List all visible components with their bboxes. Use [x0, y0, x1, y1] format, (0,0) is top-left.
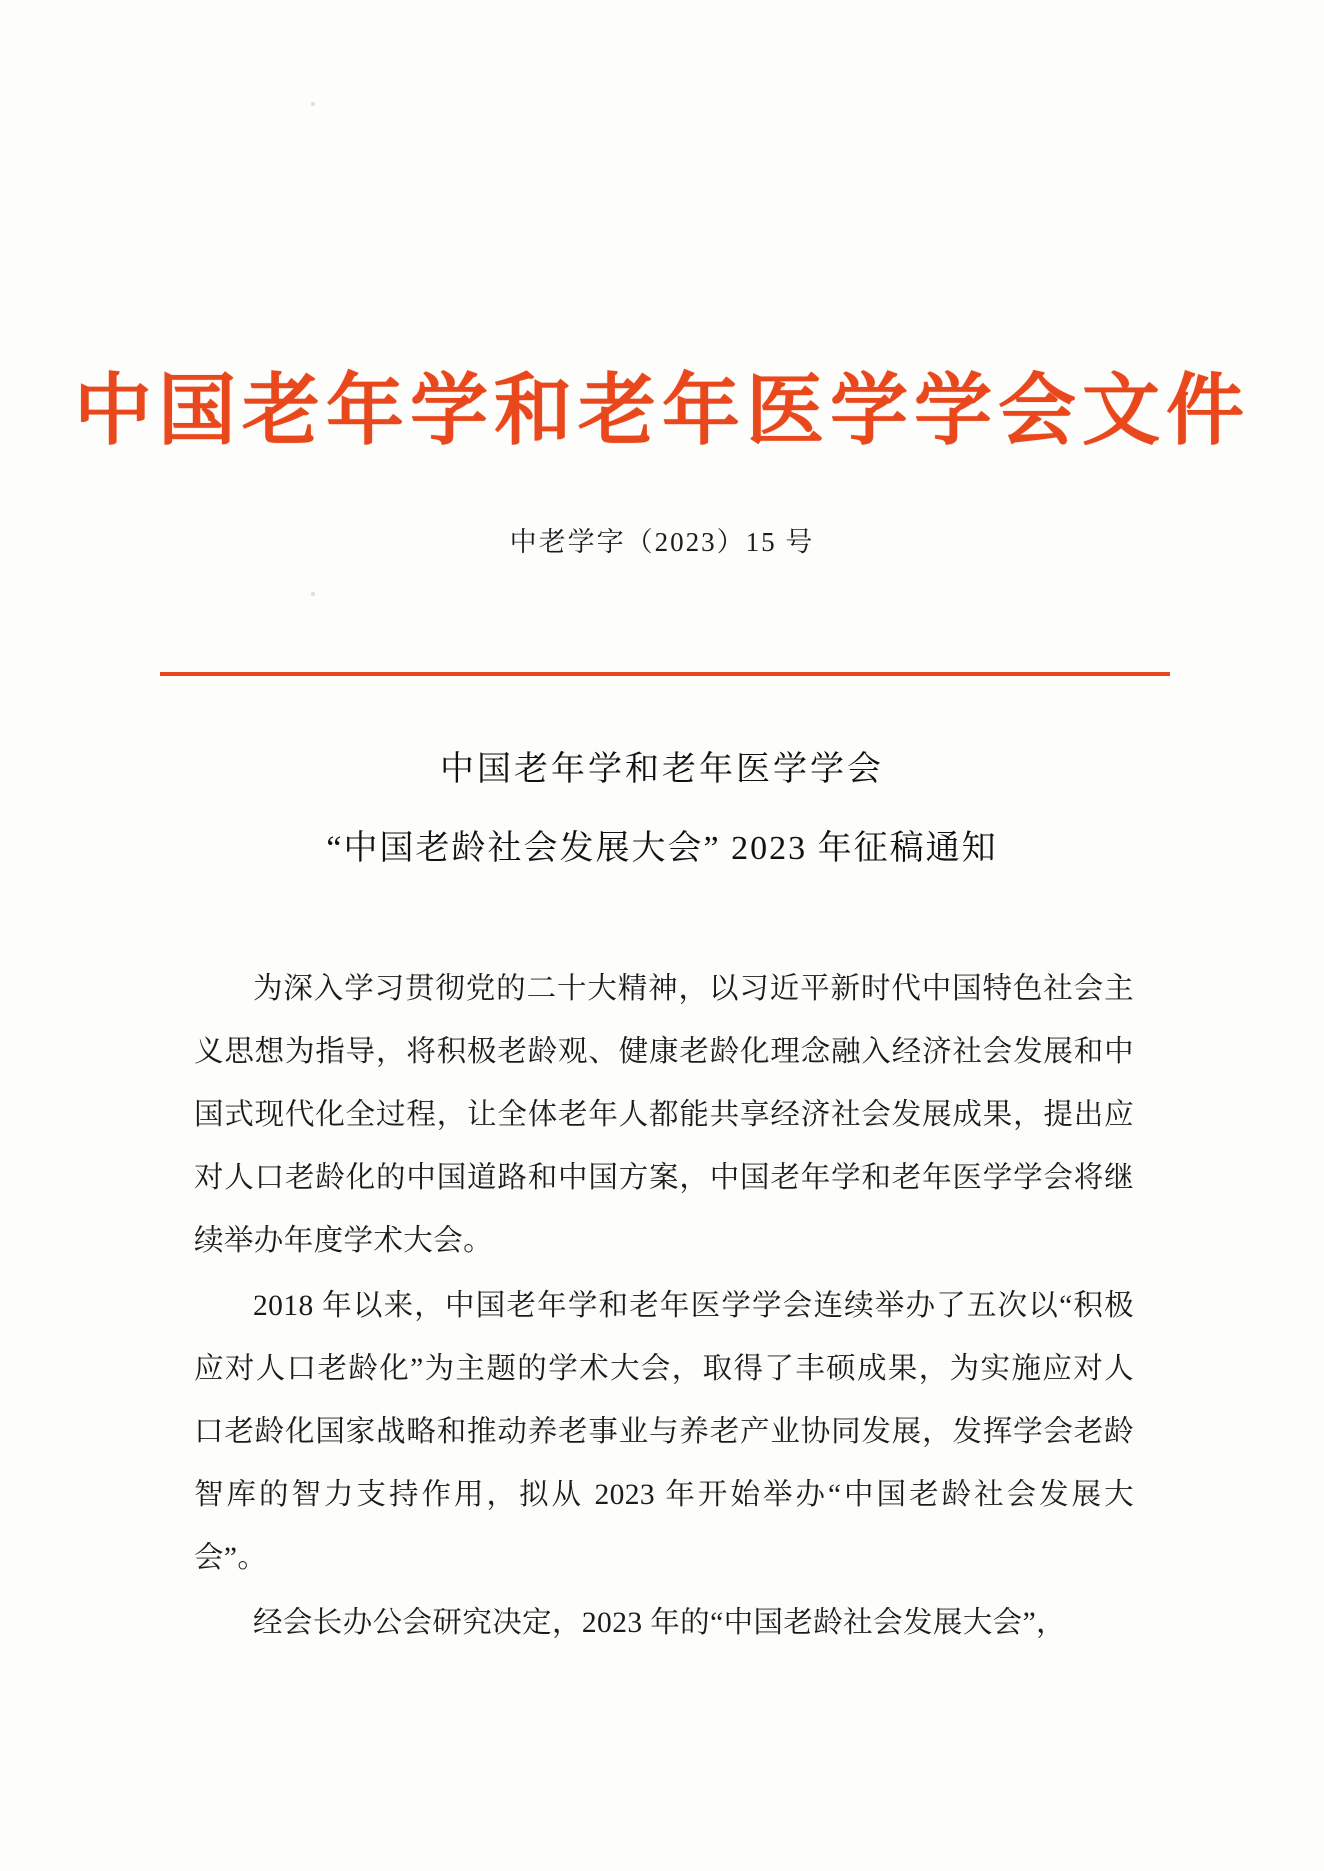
notice-title [0, 750, 1324, 870]
document-header [0, 367, 1324, 559]
organization-title: 中国老年学和老年医学学会文件 [73, 367, 1250, 454]
scan-speck [311, 102, 315, 106]
body-paragraph: 经会长办公会研究决定，2023 年的“中国老龄社会发展大会”， [253, 1607, 1066, 1639]
document-body [194, 958, 1134, 1657]
body-paragraph: 为深入学习贯彻党的二十大精神，以习近平新时代中国特色社会主义思想为指导，将积极老龄观、健康老龄化理念融入经济社会发展和中国式现代化全过程，让全体老年人都能共享经济社会发展成果，提出应对人口老龄化的中国道路和中国方案，中国老年学和老年医学学会将继续举办年度学术大会。 [194, 973, 1134, 1257]
notice-title-line-2: “中国老龄社会发展大会” 2023 年征稿通知 [326, 829, 998, 867]
notice-title-line-1: 中国老年学和老年医学学会 [440, 751, 884, 788]
scan-speck [311, 592, 315, 596]
document-number: 中老学字（2023）15 号 [509, 527, 815, 557]
header-divider-rule [160, 672, 1170, 676]
body-paragraph: 2018 年以来，中国老年学和老年医学学会连续举办了五次以“积极应对人口老龄化”为主题的学术大会，取得了丰硕成果，为实施应对人口老龄化国家战略和推动养老事业与养老产业协同发展，发挥学会老龄智库的智力支持作用，拟从 2023 年开始举办“中国老龄社会发展大会”。 [194, 1290, 1134, 1574]
